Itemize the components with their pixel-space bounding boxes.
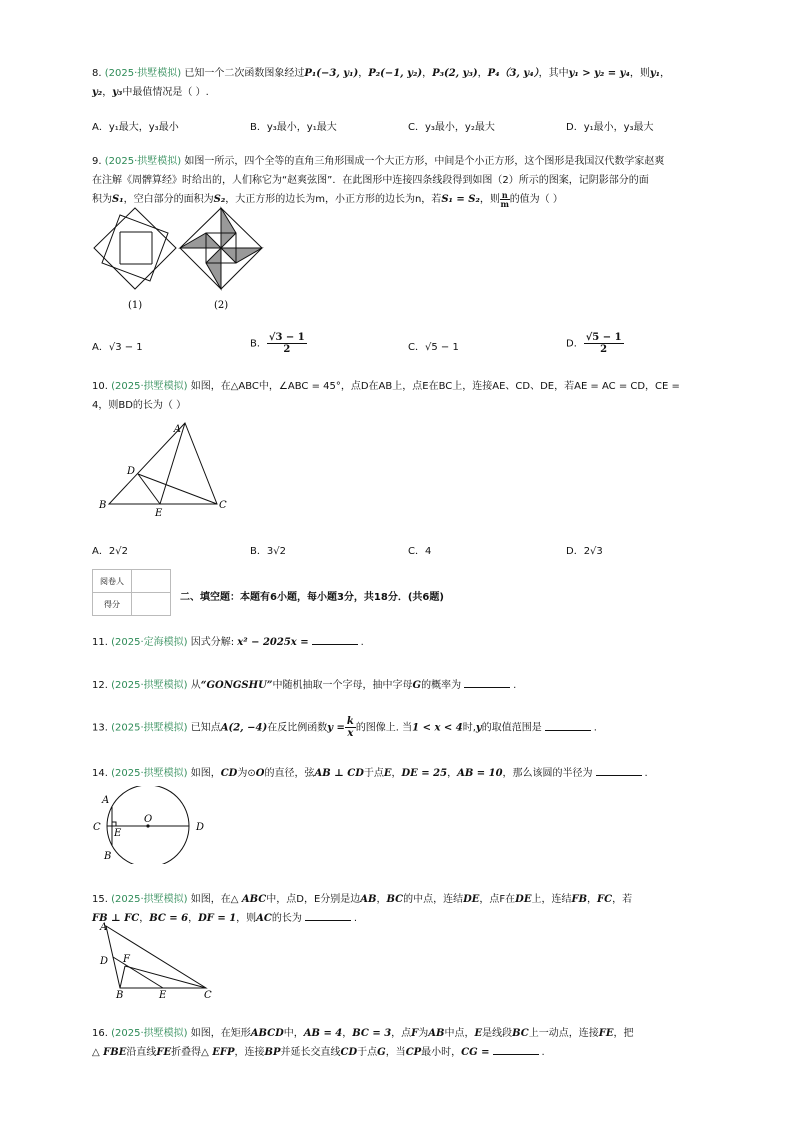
q10-number: 10. [92,381,108,392]
label-d: D [196,822,205,833]
q16-text: ，点 [391,1028,412,1039]
q15-text: ，则 [236,913,257,924]
q16-bc: BC [512,1028,529,1039]
q10-option-a[interactable]: A．2√2 [92,546,128,557]
q10-text-line2: 4，则BD的长为（ ） [92,400,187,411]
q16-cg: CG = [461,1047,490,1058]
q8-var: y₃ [112,87,123,98]
q8-separator: ， [102,87,113,98]
q12-answer-blank[interactable] [464,677,510,688]
q10-option-d[interactable]: D．2√3 [566,546,603,557]
q9-option-b-label: B． [250,338,267,350]
q16-g: G [377,1047,386,1058]
label-b: B [116,990,124,1000]
q12-letter: G [412,680,422,691]
question-10 [92,377,692,415]
label-b: B [99,500,107,511]
q9-option-d[interactable] [566,332,624,355]
q9-fraction-denominator: m [500,198,509,209]
q11-answer-blank[interactable] [312,634,358,645]
grader-cell[interactable] [132,570,171,593]
question-12 [92,676,692,695]
zhao-shuang-figure-2 [180,208,262,289]
q9-s2: S₂ [213,194,226,205]
q9-option-d-fraction [584,332,624,355]
q12-word: “GONGSHU” [200,680,273,691]
q9-text: 积为 [92,194,112,205]
question-9 [92,152,692,209]
q15-text: ， [188,913,199,924]
q15-text: 的长为 [271,913,302,924]
q11-text: 因式分解: [190,637,235,648]
q14-source-tag: (2025·拱墅模拟) [111,768,188,779]
q16-f: F [411,1028,419,1039]
q8-text: ，则 [629,68,650,79]
q8-number: 8. [92,68,102,79]
q14-cd: CD [220,768,238,779]
q14-e: E [383,768,392,779]
q15-answer-blank[interactable] [305,910,351,921]
q16-source-tag: (2025·拱墅模拟) [111,1028,188,1039]
score-cell[interactable] [132,593,171,616]
fig1-caption: (1) [128,300,143,311]
label-b: B [104,851,112,862]
fraction-numerator: √5 − 1 [585,332,622,343]
q10-figure [95,418,235,518]
q11-source-tag: (2025·定海模拟) [111,637,188,648]
score-table [92,569,171,616]
q14-number: 14. [92,768,108,779]
label-e: E [114,828,122,839]
fraction-denominator: 2 [600,344,608,355]
q15-df-value: DF = 1 [198,913,237,924]
q16-cd: CD [340,1047,358,1058]
q8-point-p2: P₂(−1, y₂) [368,68,423,79]
q15-text: 上，连结 [531,894,572,905]
q9-number: 9. [92,156,102,167]
inner-lines [102,215,168,281]
q15-figure [92,920,222,1000]
q10-options [92,542,712,562]
q16-text: 是线段 [482,1028,513,1039]
label-d: D [127,466,136,477]
q14-o: O [255,768,265,779]
q16-text: 并延长交直线 [280,1047,341,1058]
fraction-denominator: 2 [283,344,291,355]
q8-text: ，其中 [538,68,569,79]
q9-s1: S₁ [112,194,124,205]
question-13 [92,716,692,740]
label-f: F [123,954,130,965]
q13-number: 13. [92,722,108,734]
q16-rect: ABCD [250,1028,284,1039]
q13-text: 已知点 [190,722,221,734]
q11-end: . [360,637,364,648]
q8-option-b[interactable]: B．y₃最小，y₁最大 [250,122,337,133]
q10-option-c[interactable]: C．4 [408,546,432,557]
q12-text: 的概率为 [421,680,462,691]
q15-de: DE [463,894,480,905]
q8-var: y₂ [92,87,103,98]
question-11 [92,633,692,652]
segment-fc [125,966,206,988]
label-c: C [93,822,101,833]
label-a: A [173,424,181,435]
q16-triangle-efp: △ EFP [201,1047,235,1058]
q14-text: ， [391,768,402,779]
q9-text: ，大正方形的边长为m，小正方形的边长为n，若 [225,194,442,205]
q16-text: ，把 [613,1028,634,1039]
q15-text: ， [139,913,150,924]
segment-de [113,957,163,988]
q16-text: 沿直线 [126,1047,157,1058]
q8-condition: y₁ > y₂ = y₄ [568,68,630,79]
q16-text: ，连接 [234,1047,265,1058]
q13-range: 1 < x < 4 [412,722,463,734]
q14-text: 如图， [190,768,221,779]
label-o: O [144,814,153,825]
q14-de: DE = 25 [401,768,448,779]
q13-answer-blank[interactable] [545,720,591,731]
q14-text: ， [447,768,458,779]
q9-text: 的值为（ ） [509,194,563,205]
section-2-heading: 二、填空题：本题有6小题，每小题3分，共18分．(共6题) [180,592,444,603]
q14-text: 的直径，弦 [264,768,315,779]
segment-cd [138,474,217,504]
q10-source-tag: (2025·拱墅模拟) [111,381,188,392]
q12-end: . [513,680,517,691]
q9-option-c[interactable]: C．√5 − 1 [408,342,459,353]
right-angle-mark [112,822,116,826]
q16-text: 为 [418,1028,429,1039]
q12-source-tag: (2025·拱墅模拟) [111,680,188,691]
q16-text: ， [342,1028,353,1039]
grader-label: 阅卷人 [93,570,132,593]
q15-number: 15. [92,894,108,905]
label-a: A [102,795,110,806]
q12-text: 中随机抽取一个字母，抽中字母 [272,680,413,691]
q15-text: 如图，在 [190,894,231,905]
q13-var: y [475,722,482,734]
q9-option-b-fraction [267,332,307,355]
q8-option-a[interactable]: A．y₁最大，y₃最小 [92,122,179,133]
q16-ab-value: AB = 4 [303,1028,343,1039]
q15-fc: FC [597,894,613,905]
q15-source-tag: (2025·拱墅模拟) [111,894,188,905]
label-d: D [100,956,109,967]
q9-text-line1: 如图一所示，四个全等的直角三角形围成一个大正方形，中间是个小正方形，这个图形是我国汉代数学家赵爽 [184,156,665,167]
q9-text-line2: 在注解《周髀算经》时给出的，人们称它为“赵爽弦图”．在此图形中连接四条线段得到如图（2）所示的图案，记阴影部分的面 [92,175,649,186]
q9-equation: S₁ = S₂ [441,194,480,205]
q8-source-tag: (2025·拱墅模拟) [104,68,182,79]
q16-text: 如图，在矩形 [190,1028,251,1039]
q8-text: 中最值情况是（ ）. [122,87,209,98]
q15-de: DE [515,894,532,905]
question-16 [92,1024,712,1062]
q16-fe: FE [598,1028,614,1039]
q15-text: ，若 [612,894,633,905]
q16-cp: CP [405,1047,422,1058]
q8-option-d[interactable]: D．y₁最小，y₃最大 [566,122,654,133]
q8-text: 已知一个二次函数图象经过 [184,68,305,79]
q9-fraction-numerator: n [501,189,508,200]
q9-option-a[interactable]: A．√3 − 1 [92,342,143,353]
q9-option-d-label: D． [566,338,584,350]
q13-function: y = [327,722,345,734]
q13-fraction [345,716,356,739]
q10-option-b[interactable]: B．3√2 [250,546,286,557]
triangle-abc [106,926,206,988]
q15-text: ，点F在 [479,894,516,905]
q9-source-tag: (2025·拱墅模拟) [104,156,182,167]
question-8 [92,64,692,102]
q16-e: E [474,1028,483,1039]
fig2-caption: (2) [214,300,229,311]
q15-end: . [353,913,358,924]
q9-option-b[interactable] [250,332,307,355]
q13-text: 的取值范围是 [481,722,542,734]
q14-answer-blank[interactable] [596,765,642,776]
q16-text: 上一动点，连接 [528,1028,599,1039]
q13-text: 在反比例函数 [267,722,328,734]
fraction-denominator: x [347,728,354,739]
q14-figure [90,786,220,864]
q14-text: 于点 [363,768,384,779]
q8-separator: ， [477,68,488,79]
q15-bc-value: BC = 6 [149,913,189,924]
q8-point-p3: P₃(2, y₃) [432,68,478,79]
q16-text: ，当 [385,1047,406,1058]
q16-number: 16. [92,1028,108,1039]
q16-answer-blank[interactable] [493,1044,539,1055]
q14-ab: AB = 10 [457,768,503,779]
q8-var: y₁ [649,68,661,79]
q16-triangle-fbe: △ FBE [92,1047,127,1058]
q13-end: . [593,722,597,734]
q9-figures [90,205,280,313]
q14-text: ，那么该圆的半径为 [502,768,593,779]
q15-text: ， [587,894,598,905]
q15-text: 的中点，连结 [403,894,464,905]
q16-text: 中点， [444,1028,475,1039]
q16-text: 最小时， [421,1047,462,1058]
q8-option-c[interactable]: C．y₃最小，y₂最大 [408,122,495,133]
segment-ae [160,423,185,504]
q8-options [92,118,712,138]
q14-perp: AB ⊥ CD [314,768,364,779]
q9-text: ，空白部分的面积为 [123,194,214,205]
q15-fb: FB [571,894,588,905]
q13-text: 时, [462,722,476,734]
q13-text: 的图像上. 当 [355,722,413,734]
q16-bp: BP [264,1047,281,1058]
label-e: E [159,990,167,1000]
q8-separator: ， [358,68,369,79]
fraction-numerator: k [346,716,354,727]
q16-text: 折叠得 [171,1047,202,1058]
q8-separator: ， [660,68,671,79]
segment-fb [120,966,125,988]
q16-end: . [541,1047,545,1058]
label-c: C [219,500,227,511]
q15-ab: AB [360,894,377,905]
fraction-numerator: √3 − 1 [268,332,305,343]
q16-ab: AB [428,1028,445,1039]
q15-perp: FB ⊥ FC [92,913,140,924]
q16-bc-value: BC = 3 [352,1028,392,1039]
q15-text: ， [376,894,387,905]
q13-point: A(2, −4) [220,722,268,734]
q8-point-p1: P₁(−3, y₁) [304,68,359,79]
q8-separator: ， [422,68,433,79]
label-e: E [155,508,163,518]
q15-ac: AC [256,913,272,924]
q12-number: 12. [92,680,108,691]
zhao-shuang-figure-1 [94,208,176,289]
q10-text-line1: 如图，在△ABC中，∠ABC = 45°，点D在AB上，点E在BC上，连接AE、CD、DE，若AE = AC = CD，CE = [190,381,680,392]
q15-bc: BC [386,894,404,905]
q11-number: 11. [92,637,108,648]
q9-fraction-n-over-m [500,191,510,208]
q8-point-p4: P₄（3, y₄） [487,68,539,79]
label-a: A [100,922,108,933]
label-c: C [204,990,212,1000]
q15-text: 中，点D，E分别是边 [266,894,361,905]
q11-expression: x² − 2025x = [237,637,309,648]
q16-text: 中， [283,1028,304,1039]
q12-text: 从 [190,680,201,691]
q15-triangle: △ ABC [230,894,267,905]
q16-text: 于点 [357,1047,378,1058]
q16-fe: FE [156,1047,172,1058]
triangle-abc [109,423,217,504]
q13-source-tag: (2025·拱墅模拟) [111,722,188,734]
question-14 [92,764,692,783]
score-label: 得分 [93,593,132,616]
q9-options [92,332,712,360]
q14-end: . [644,768,648,779]
q14-text: 为⊙ [237,768,256,779]
q9-text: ，则 [479,194,500,205]
